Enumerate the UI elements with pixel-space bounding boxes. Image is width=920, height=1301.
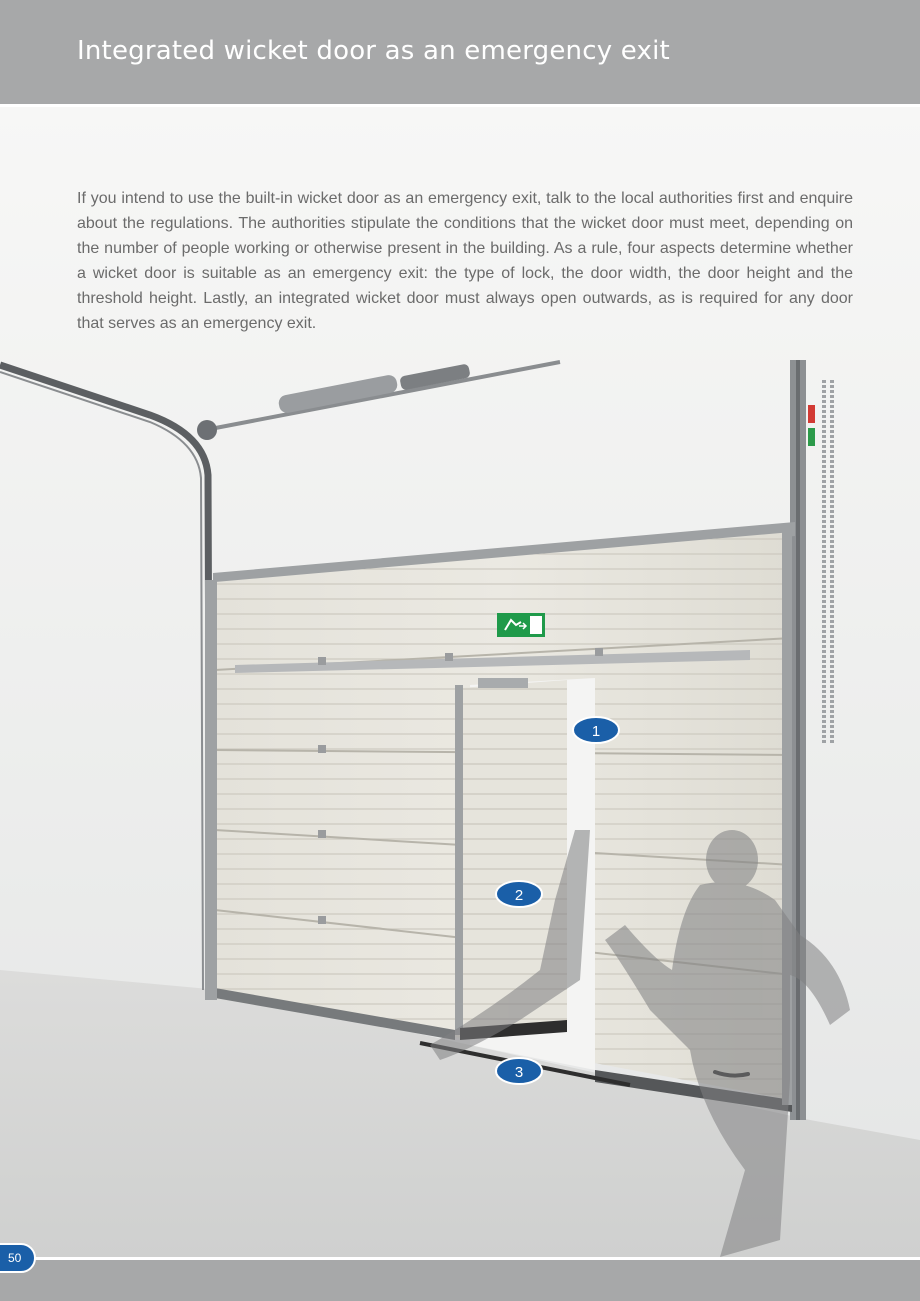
wicket-door-closer	[478, 678, 528, 688]
marker-2	[496, 881, 542, 907]
shaft-bearing	[197, 420, 217, 440]
marker-1-label: 1	[591, 723, 601, 740]
page-header	[0, 0, 920, 107]
spring-shaft	[205, 362, 560, 430]
wicket-door-illustration	[0, 360, 920, 1257]
marker-1	[573, 717, 619, 743]
page-title: Integrated wicket door as an emergency exit	[77, 36, 670, 66]
intro-paragraph: If you intend to use the built-in wicket door as an emergency exit, talk to the local authorities first and enquire about the regulations. The authorities stipulate the conditions that the wicket door must meet, depending on the number of people working or otherwise present in the building. As a rule, four aspects determine whether a wicket door is suitable as an emergency exit: the type of lock, the door width, the door height and the threshold height. Lastly, an integrated wicket door must always open outwards, as is required for any door that serves as an emergency exit.	[77, 190, 853, 332]
red-indicator	[808, 405, 815, 423]
page-footer	[0, 1257, 920, 1301]
page-number: 50	[8, 1251, 22, 1265]
marker-3	[496, 1058, 542, 1084]
green-indicator	[808, 428, 815, 446]
overhead-track-left	[0, 365, 210, 990]
spring-cylinder	[277, 374, 398, 415]
marker-3-label: 3	[514, 1064, 524, 1081]
marker-2-label: 2	[514, 887, 524, 904]
